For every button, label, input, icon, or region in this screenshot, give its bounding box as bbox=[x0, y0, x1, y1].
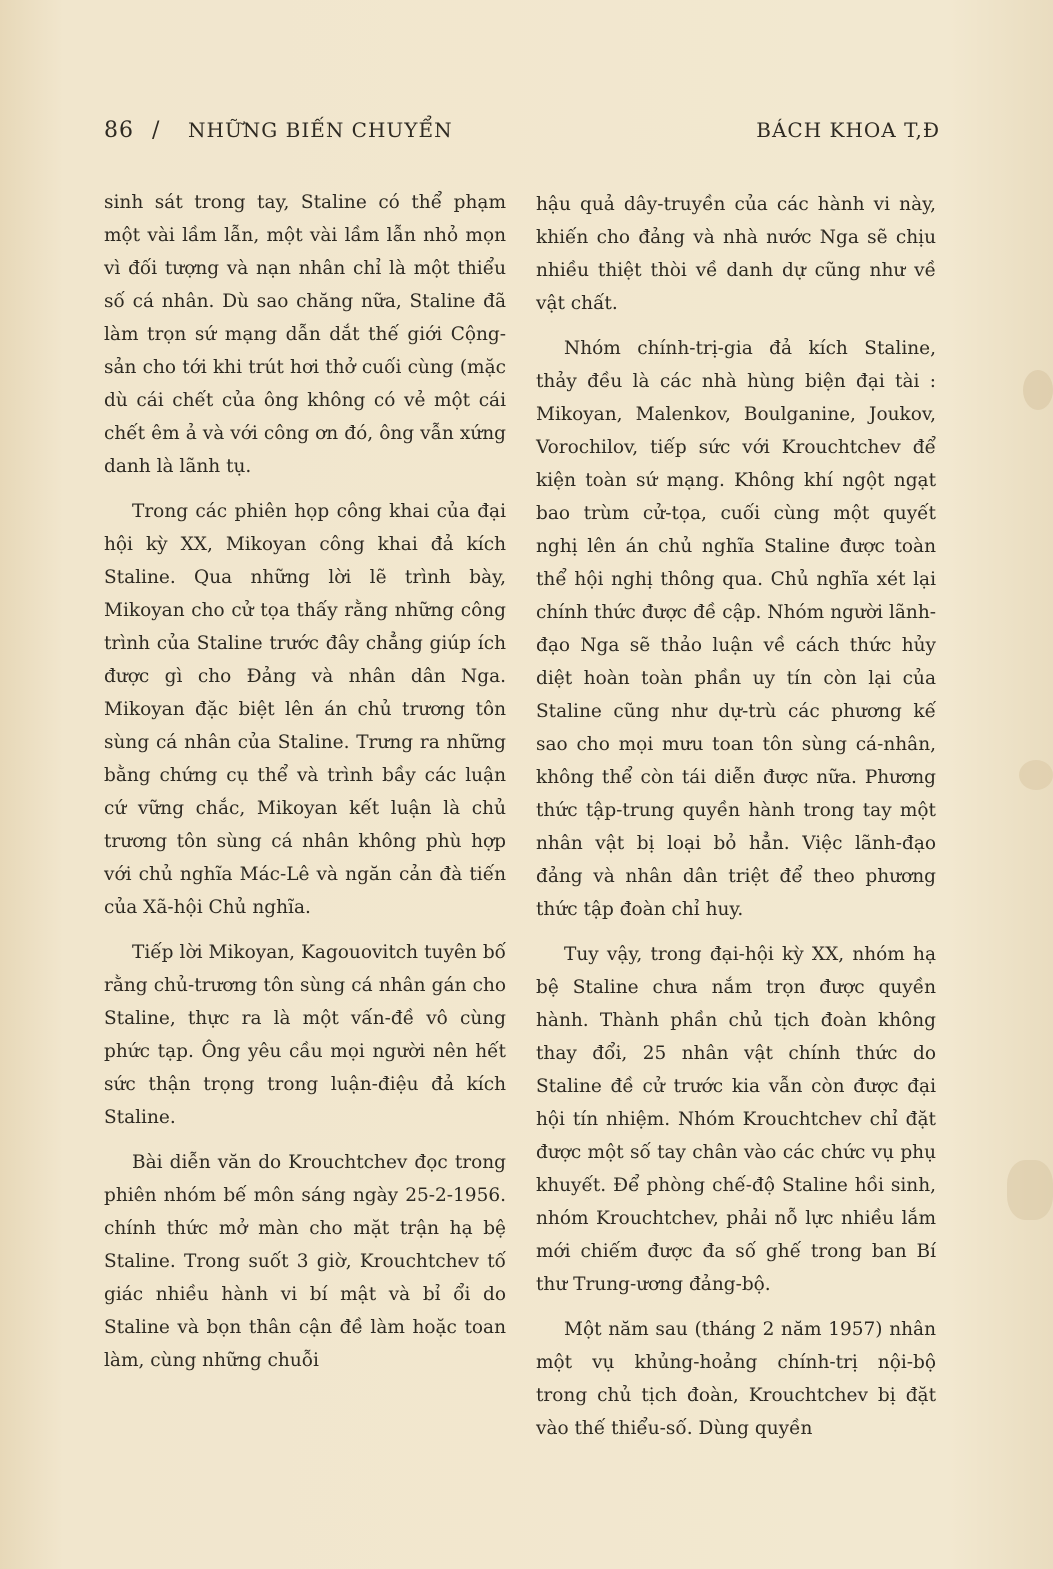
paragraph: Tiếp lời Mikoyan, Kagouovitch tuyên bố rằng chủ-trương tôn sùng cá nhân gán cho Staline, thực ra là một vấn-đề vô cùng phức tạp. Ông yêu cầu mọi người nên hết sức thận trọng trong luận-điệu đả kích Staline. bbox=[104, 942, 506, 1128]
paper-stain bbox=[1007, 1160, 1053, 1220]
paragraph: hậu quả dây-truyền của các hành vi này, khiến cho đảng và nhà nước Nga sẽ chịu nhiều thiệt thòi về danh dự cũng như về vật chất. bbox=[536, 194, 936, 314]
section-title: NHỮNG BIẾN CHUYỂN bbox=[188, 118, 453, 142]
paragraph: Nhóm chính-trị-gia đả kích Staline, thảy đều là các nhà hùng biện đại tài : Mikoyan, Malenkov, Boulganine, Joukov, Vorochilov, tiếp sức với Krouchtchev để kiện toàn sứ mạng. Không khí ngột ngạt bao trùm cử-tọa, cuối cùng một quyết nghị lên án chủ nghĩa Staline được toàn thể hội nghị thông qua. Chủ nghĩa xét lại chính thức được đề cập. Nhóm người lãnh-đạo Nga sẽ thảo luận về cách thức hủy diệt hoàn toàn phần uy tín còn lại của Staline cũng như dự-trù các phương kế sao cho mọi mưu toan tôn sùng cá-nhân, không thể còn tái diễn được nữa. Phương thức tập-trung quyền hành trong tay một nhân vật bị loại bỏ hẳn. Việc lãnh-đạo đảng và nhân dân triệt để theo phương thức tập đoàn chỉ huy. bbox=[536, 338, 936, 920]
left-column bbox=[104, 186, 506, 1389]
paragraph: Bài diễn văn do Krouchtchev đọc trong phiên nhóm bế môn sáng ngày 25-2-1956. chính thức mở màn cho mặt trận hạ bệ Staline. Trong suốt 3 giờ, Krouchtchev tố giác nhiều hành vi bí mật và bỉ ổi do Staline và bọn thân cận đề làm hoặc toan làm, cùng những chuỗi bbox=[104, 1152, 506, 1371]
right-column bbox=[536, 188, 936, 1457]
paper-stain bbox=[1023, 370, 1053, 410]
paragraph: sinh sát trong tay, Staline có thể phạm một vài lầm lẫn, một vài lầm lẫn nhỏ mọn vì đối tượng và nạn nhân chỉ là một thiểu số cá nhân. Dù sao chăng nữa, Staline đã làm trọn sứ mạng dẫn dắt thế giới Cộng-sản cho tới khi trút hơi thở cuối cùng (mặc dù cái chết của ông không có vẻ một cái chết êm ả và với công ơn đó, ông vẫn xứng danh là lãnh tụ. bbox=[104, 192, 506, 477]
paper-stain bbox=[1019, 760, 1053, 790]
magazine-title: BÁCH KHOA T,Đ bbox=[756, 118, 940, 142]
running-header bbox=[104, 118, 940, 158]
header-separator: / bbox=[152, 118, 161, 143]
paragraph: Một năm sau (tháng 2 năm 1957) nhân một vụ khủng-hoảng chính-trị nội-bộ trong chủ tịch đoàn, Krouchtchev bị đặt vào thế thiểu-số. Dùng quyền bbox=[536, 1319, 936, 1439]
paragraph: Trong các phiên họp công khai của đại hội kỳ XX, Mikoyan công khai đả kích Staline. Qua những lời lẽ trình bày, Mikoyan cho cử tọa thấy rằng những công trình của Staline trước đây chẳng giúp ích được gì cho Đảng và nhân dân Nga. Mikoyan đặc biệt lên án chủ trương tôn sùng cá nhân của Staline. Trưng ra những bằng chứng cụ thể và trình bầy các luận cứ vững chắc, Mikoyan kết luận là chủ trương tôn sùng cá nhân không phù hợp với chủ nghĩa Mác-Lê và ngăn cản đà tiến của Xã-hội Chủ nghĩa. bbox=[104, 501, 506, 918]
page-number: 86 bbox=[104, 118, 134, 143]
paragraph: Tuy vậy, trong đại-hội kỳ XX, nhóm hạ bệ Staline chưa nắm trọn được quyền hành. Thành phần chủ tịch đoàn không thay đổi, 25 nhân vật chính thức do Staline đề cử trước kia vẫn còn được đại hội tín nhiệm. Nhóm Krouchtchev chỉ đặt được một số tay chân vào các chức vụ phụ khuyết. Để phòng chế-độ Staline hồi sinh, nhóm Krouchtchev, phải nỗ lực nhiều lắm mới chiếm được đa số ghế trong ban Bí thư Trung-ương đảng-bộ. bbox=[536, 944, 936, 1295]
